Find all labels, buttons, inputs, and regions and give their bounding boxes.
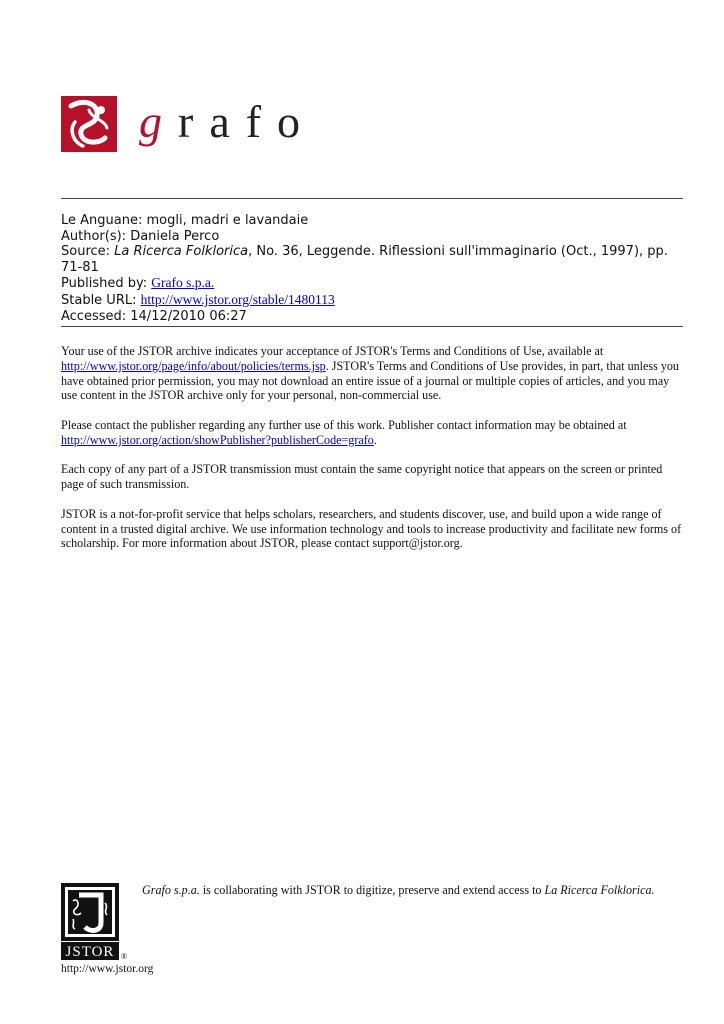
grafo-emblem-icon [61, 96, 117, 152]
source-journal: La Ricerca Folklorica [114, 244, 249, 260]
notice-paragraph-contact [61, 418, 683, 448]
stable-url-link[interactable]: http://www.jstor.org/stable/1480113 [140, 291, 335, 307]
publisher-contact-link[interactable]: http://www.jstor.org/action/showPublisher?publisherCode=grafo [61, 432, 374, 447]
collab-journal: La Ricerca Folklorica. [544, 883, 655, 897]
grafo-wordmark [139, 96, 317, 147]
author-label: Author(s): [61, 228, 131, 244]
author-name: Daniela Perco [130, 228, 220, 244]
source-label: Source: [61, 244, 115, 260]
jstor-home-link[interactable]: http://www.jstor.org [61, 963, 154, 975]
stable-url-label: Stable URL: [61, 292, 141, 308]
published-line [61, 275, 683, 292]
logo-letters-rafo: rafo [178, 96, 317, 147]
bottom-divider [61, 326, 683, 327]
notice-text: . JSTOR's Terms and Conditions of Use provides, in part, that unless you have obtained prior permission, you may not download an entire issue of a journal or multiple copies of articles, and you may use content in the JSTOR archive only for your personal, non-commercial use. [61, 358, 679, 403]
citation-block [61, 213, 683, 324]
terms-notice [61, 344, 683, 566]
source-line [61, 244, 683, 260]
author-line [61, 229, 683, 245]
jstor-logo-text: JSTOR [65, 944, 115, 960]
collab-publisher: Grafo s.p.a. [142, 883, 200, 897]
notice-text: Your use of the JSTOR archive indicates your acceptance of JSTOR's Terms and Conditions of Use, available at [61, 344, 604, 358]
notice-text: Please contact the publisher regarding any further use of this work. Publisher contact information may be obtained at [61, 417, 627, 432]
collab-text: is collaborating with JSTOR to digitize, preserve and extend access to [199, 883, 545, 897]
notice-paragraph-copyright: Each copy of any part of a JSTOR transmission must contain the same copyright notice that appears on the screen or printed page of such transmission. [61, 462, 663, 492]
notice-paragraph-terms [61, 344, 683, 403]
source-details: , No. 36, Leggende. Riflessioni sull'immaginario (Oct., 1997), pp. [248, 244, 668, 260]
accessed-line: Accessed: 14/12/2010 06:27 [61, 308, 247, 324]
article-title: Le Anguane: mogli, madri e lavandaie [61, 213, 309, 228]
grafo-logo [61, 96, 316, 152]
terms-link[interactable]: http://www.jstor.org/page/info/about/policies/terms.jsp [61, 358, 326, 373]
notice-text: . [373, 432, 377, 447]
published-label: Published by: [61, 276, 152, 292]
logo-letter-g: g [139, 96, 178, 147]
top-divider [61, 198, 683, 199]
stable-url-line [61, 292, 683, 309]
notice-paragraph-about: JSTOR is a not-for-profit service that helps scholars, researchers, and students discover, use, and build upon a wide range of content in a trusted digital archive. We use information technology and tools to increase productivity and facilitate new forms of scholarship. For more information about JSTOR, please contact support@jstor.org. [61, 506, 682, 551]
publisher-link[interactable]: Grafo s.p.a. [151, 275, 215, 291]
jstor-logo [61, 883, 128, 961]
source-pages: 71-81 [61, 259, 99, 275]
collaboration-statement [142, 883, 702, 897]
registered-mark: ® [121, 952, 128, 961]
